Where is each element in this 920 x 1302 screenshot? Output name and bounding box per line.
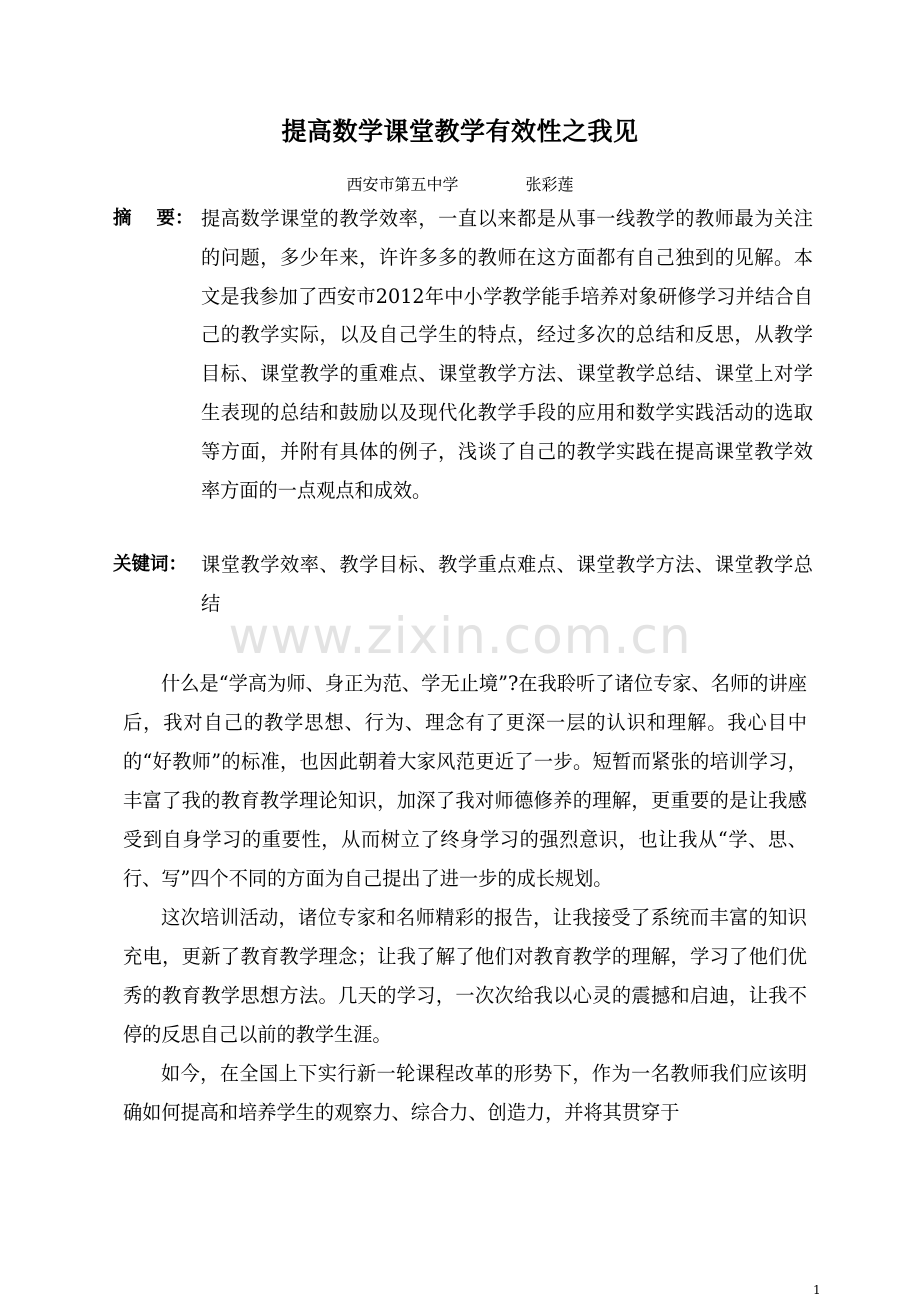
body-paragraph: 如今，在全国上下实行新一轮课程改革的形势下，作为一名教师我们应该明确如何提高和培养学生的观察力、综合力、创造力，并将其贯穿于: [123, 1062, 807, 1124]
document-title: 提高数学课堂教学有效性之我见: [281, 117, 639, 146]
author-name: 张彩莲: [525, 175, 574, 194]
abstract-label: 摘 要：: [113, 208, 194, 229]
abstract-section: [113, 200, 813, 510]
watermark: www.zixin.com.cn: [228, 607, 692, 665]
body-paragraph: 这次培训活动，诸位专家和名师精彩的报告，让我接受了系统而丰富的知识充电，更新了教育教学理念；让我了解了他们对教育教学的理解，学习了他们优秀的教育教学思想方法。几天的学习，一次次给我以心灵的震撼和启迪，让我不停的反思自己以前的教学生涯。: [123, 906, 807, 1046]
byline: [0, 172, 920, 195]
keywords-text: 课堂教学效率、教学目标、教学重点难点、课堂教学方法、课堂教学总结: [201, 553, 813, 615]
body-text: [123, 664, 807, 1132]
page-number: 1: [813, 1283, 821, 1297]
author-school: 西安市第五中学: [346, 175, 459, 194]
abstract-text: 提高数学课堂的教学效率，一直以来都是从事一线教学的教师最为关注的问题，多少年来，许许多多的教师在这方面都有自己独到的见解。本文是我参加了西安市2012年中小学教学能手培养对象研修学习并结合自己的教学实际，以及自己学生的特点，经过多次的总结和反思，从教学目标、课堂教学的重难点、课堂教学方法、课堂教学总结、课堂上对学生表现的总结和鼓励以及现代化教学手段的应用和数学实践活动的选取等方面，并附有具体的例子，浅谈了自己的教学实践在提高课堂教学效率方面的一点观点和成效。: [201, 207, 813, 502]
body-paragraph: 什么是“学高为师、身正为范、学无止境”?在我聆听了诸位专家、名师的讲座后，我对自己的教学思想、行为、理念有了更深一层的认识和理解。我心目中的“好教师”的标准，也因此朝着大家风范更近了一步。短暂而紧张的培训学习，丰富了我的教育教学理论知识，加深了我对师德修养的理解，更重要的是让我感受到自身学习的重要性，从而树立了终身学习的强烈意识，也让我从“学、思、行、写”四个不同的方面为自己提出了进一步的成长规划。: [123, 672, 807, 890]
keywords-label: 关键词：: [113, 554, 188, 575]
